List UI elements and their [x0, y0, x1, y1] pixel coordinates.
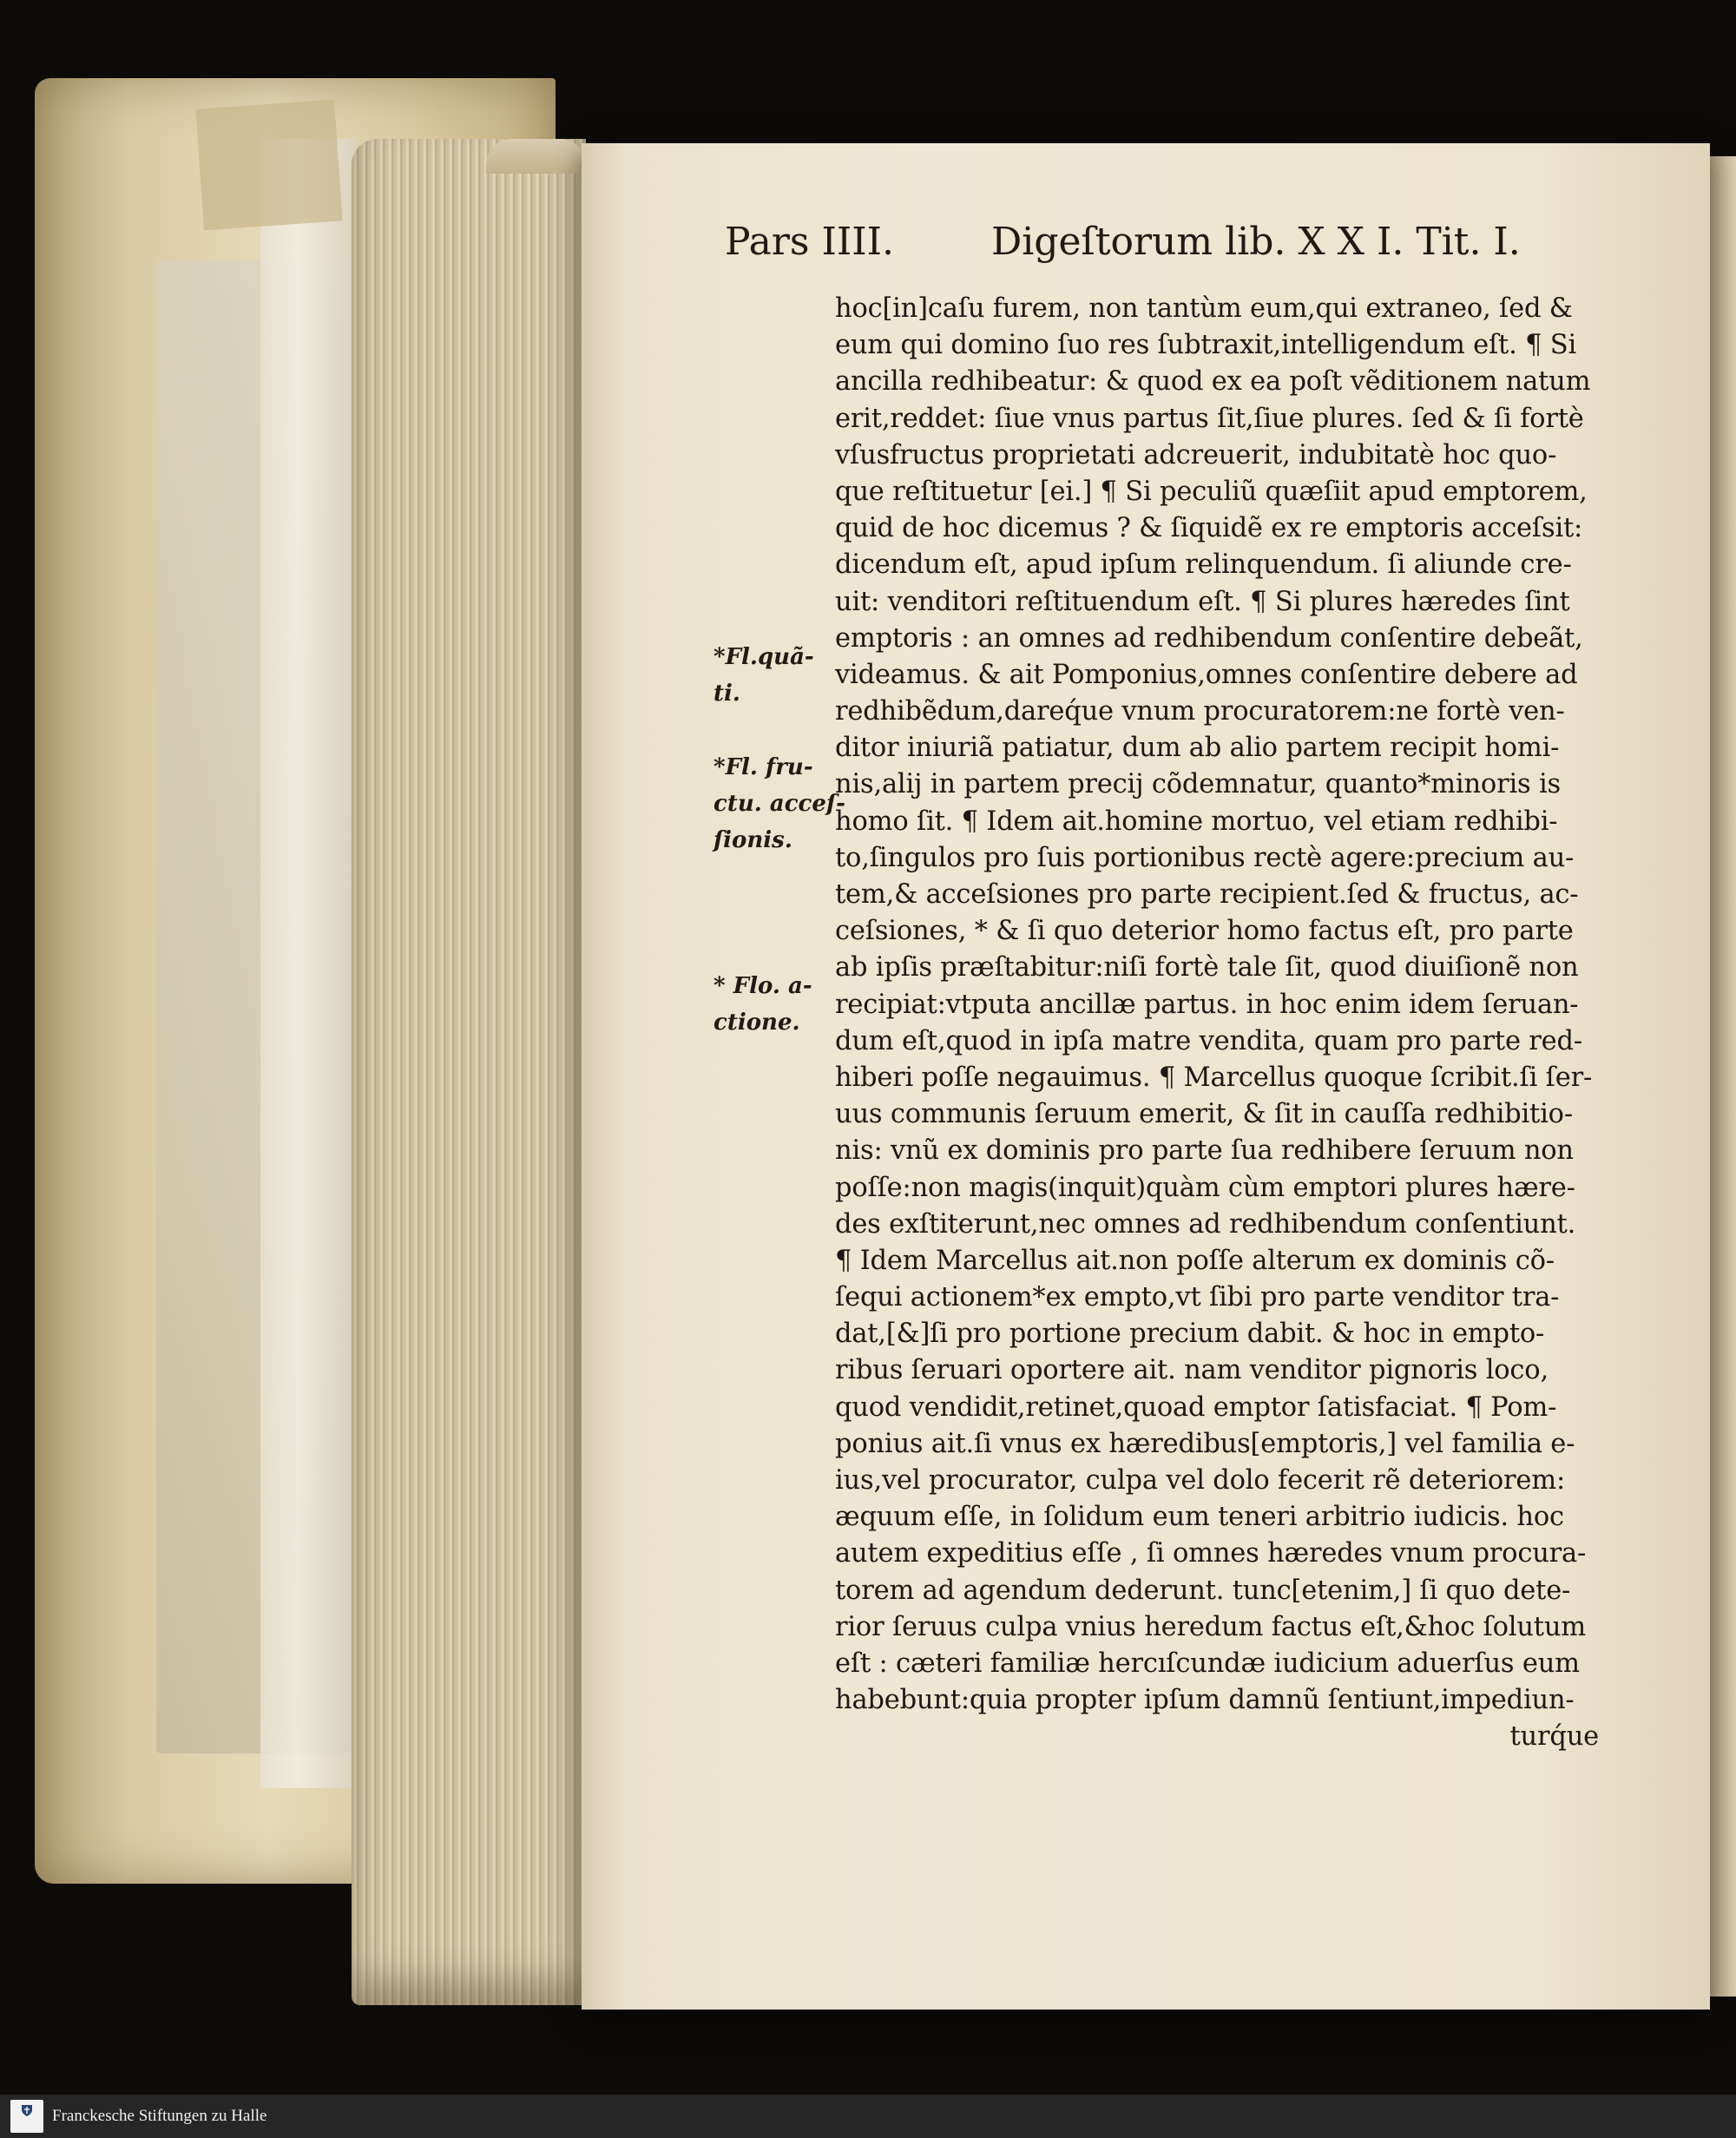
margin-note [713, 639, 835, 712]
text-line: eſt : cæteri familiæ hercıſcundæ iudicium aduerſus eum [835, 1648, 1580, 1679]
text-line: uus communis ſeruum emerit, & ſit in cauſſa redhibitio- [835, 1099, 1573, 1130]
margin-note [713, 968, 835, 1041]
running-head-title: Digeſtorum lib. X X I. Tit. I. [991, 220, 1521, 264]
text-line: æquum eſſe, in ſolidum eum teneri arbitrio iudicis. hoc [835, 1502, 1564, 1533]
text-line: ſequi actionem*ex empto,vt ſibi pro parte venditor tra- [835, 1282, 1560, 1313]
text-line: nis,alij in partem precij cõdemnatur, quanto*minoris is [835, 769, 1561, 800]
text-line: vſusfructus proprietati adcreuerit, indubitatè hoc quo- [835, 439, 1557, 470]
cover-flap [195, 100, 342, 231]
institution-logo [10, 2100, 43, 2133]
text-line: nis: vnũ ex dominis pro parte ſua redhibere ſeruum non [835, 1135, 1574, 1167]
text-line: des exſtiterunt,nec omnes ad redhibendum conſentiunt. [835, 1208, 1576, 1240]
text-line: turq́ue [1509, 1721, 1599, 1753]
text-line: ditor iniuriã patiatur, dum ab alio partem recipit homi- [835, 733, 1560, 764]
text-line: homo ſit. ¶ Idem ait.homine mortuo, vel etiam redhibi- [835, 806, 1558, 837]
text-line: dum eſt,quod in ipſa matre vendita, quam pro parte red- [835, 1025, 1582, 1056]
text-line: to,ſingulos pro ſuis portionibus rectè agere:precium au- [835, 842, 1575, 873]
text-line: torem ad agendum dederunt. tunc[etenim,] ſi quo dete- [835, 1575, 1571, 1606]
body-text [835, 291, 1599, 1756]
text-line: videamus. & ait Pomponius,omnes conſentire debere ad [835, 659, 1578, 690]
text-line: rior ſeruus culpa vnius heredum factus eſt,&hoc ſolutum [835, 1611, 1587, 1642]
crest-icon [20, 2103, 34, 2117]
text-line: ceſsiones, * & ſi quo deterior homo factus eſt, pro parte [835, 916, 1574, 947]
margin-note-line: ctu. acceſ- [713, 791, 845, 817]
footer-institution-label: Franckesche Stiftungen zu Halle [52, 2107, 267, 2125]
page-block-top [486, 139, 586, 174]
text-line: quid de hoc dicemus ? & ſiquidẽ ex re emptoris acceſsit: [835, 513, 1583, 544]
text-line: ponius ait.ſi vnus ex hæredibus[emptoris,] vel familia e- [835, 1428, 1575, 1459]
margin-note-line: * Flo. a- [713, 973, 812, 999]
text-line: hiberi poſſe negauimus. ¶ Marcellus quoque ſcribit.ſi ſer- [835, 1062, 1593, 1093]
text-line: uit: venditori reſtituendum eſt. ¶ Si plures hæredes ſint [835, 586, 1570, 617]
text-line: ius,vel procurator, culpa vel dolo fecerit rẽ deteriorem: [835, 1465, 1566, 1496]
text-line: que reſtituetur [ei.] ¶ Si peculiũ quæſiit apud emptorem, [835, 476, 1588, 507]
margin-note-line: *Fl.quã- [713, 644, 814, 670]
text-line: ¶ Idem Marcellus ait.non poſſe alterum ex dominis cõ- [835, 1245, 1555, 1276]
text-line: emptoris : an omnes ad redhibendum conſentire debeãt, [835, 622, 1583, 654]
cover-spine-strip [260, 139, 356, 1788]
margin-note-line: ſionis. [713, 827, 792, 853]
running-head [725, 220, 1662, 272]
text-line: ancilla redhibeatur: & quod ex ea poſt vẽditionem natum [835, 366, 1591, 398]
page-block-edges [352, 139, 586, 2005]
text-line: poſſe:non magis(inquit)quàm cùm emptori plures hære- [835, 1172, 1575, 1203]
footer-bar [0, 2095, 1736, 2138]
text-line: quod vendidit,retinet,quoad emptor ſatisfaciat. ¶ Pom- [835, 1391, 1557, 1423]
text-line: tem,& acceſsiones pro parte recipient.ſed & fructus, ac- [835, 879, 1579, 910]
running-head-part: Pars IIII. [725, 220, 894, 264]
text-line: erit,reddet: ſiue vnus partus ſit,ſiue plures. ſed & ſi fortè [835, 403, 1584, 434]
text-line: ribus ſeruari oportere ait. nam venditor pignoris loco, [835, 1355, 1549, 1386]
text-line: dicendum eſt, apud ipſum relinquendum. ſi aliunde cre- [835, 549, 1572, 581]
text-line: recipiat:vtputa ancillæ partus. in hoc enim idem ſeruan- [835, 989, 1579, 1020]
text-line: hoc[in]caſu furem, non tantùm eum,qui extraneo, ſed & [835, 293, 1573, 324]
text-line: eum qui domino ſuo res ſubtraxit,intelligendum eſt. ¶ Si [835, 330, 1577, 361]
text-line: dat,[&]ſi pro portione precium dabit. & hoc in empto- [835, 1319, 1545, 1350]
text-line: habebunt:quia propter ipſum damnũ ſentiunt,impediun- [835, 1685, 1575, 1716]
margin-note [713, 749, 845, 858]
margin-note-line: ti. [713, 681, 740, 707]
text-line: redhibẽdum,dareq́ue vnum procuratorem:ne fortè ven- [835, 696, 1565, 727]
printed-page [582, 143, 1710, 2010]
text-line: autem expeditius eſſe , ſi omnes hæredes vnum procura- [835, 1538, 1587, 1569]
text-line: ab ipſis præſtabitur:niſi fortè tale ſit, quod diuiſionẽ non [835, 952, 1579, 983]
margin-note-line: ctione. [713, 1010, 800, 1036]
margin-note-line: *Fl. fru- [713, 754, 813, 780]
